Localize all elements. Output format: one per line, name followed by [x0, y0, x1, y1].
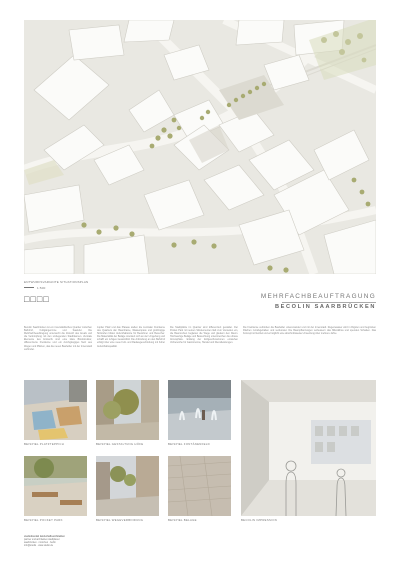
page-title: MEHRFACHBEAUFTRAGUNG [260, 293, 376, 300]
caption-impression: BECOLIN IMPRESSION [241, 518, 278, 522]
image-impression [241, 380, 376, 516]
office-logo: □□□□ [24, 294, 50, 304]
text-column-4: Die Freiräume verbinden die Baufelder untereinander und mit der Innenstadt. Regenwasser wird in Rigolen und begrünten Flächen zurückgehalten und verdunstet. Die Baumpflanzungen verbessern das Mikroklima und spenden Schatten. Das Konzept ist flexibel und ermöglicht eine abschnittsweise Umsetzung über mehrere Jahre. [243, 326, 376, 336]
text-column-3: Die Stadtplätze im Quartier sind differenziert gestaltet. Der Pocket Park mit seinen Sitzelementen lädt zum Verweilen ein, die Baumreihen begleiten die Wege und gliedern den Raum. Hochwertige Beläge und Beleuchtung unterstreichen die urbane Atmosphäre. Entlang der Erdgeschosszonen entstehen Vorbereiche für Gastronomie, Handel und Dienstleistungen. [170, 326, 238, 345]
caption-platzteppich: BEISPIEL PLATZTEPPICH [24, 442, 65, 446]
scale-label: 1:500 [37, 286, 46, 290]
caption-pocket-park: BEISPIEL POCKET PARK [24, 518, 63, 522]
image-belage [168, 456, 231, 516]
image-pocket-park [24, 456, 87, 516]
caption-wegeverbindung: BEISPIEL WEGEVERBINDUNG [96, 518, 144, 522]
image-platzteppich [24, 380, 87, 440]
site-plan-drawing [24, 20, 376, 274]
credit-line-2: partner und architekten stadtplaner [24, 539, 60, 541]
title-divider [282, 302, 376, 303]
image-hoefe [96, 380, 159, 440]
text-column-1: Becolin Saarbrücken ist ein innerstädtisches Quartier zwischen Bahnhof, Fußgängerzone und Saarufer. Die Mehrfachbeauftragung untersucht die Zukunft des Areals und die Verknüpfung mit den umliegenden Stadträumen. Zentrale Elemente des Entwurfs sind eine klare Blockstruktur, differenzierte Freiräume und ein durchgängiges Netz aus Wegen und Plätzen, das die neuen Baufelder mit der Innenstadt verbindet. [24, 326, 92, 351]
credit-line-4: info@studio · www.studio.de [24, 545, 54, 547]
caption-hoefe: BEISPIEL GESTALTUNG HÖFE [96, 442, 144, 446]
text-column-2: Jupiter Platz und das Plateau stellen die zentralen Freiräume des Quartiers dar. Baumhaine, Wasserspiele und großzügige Sitzstufen bilden Aufenthaltsorte für Bewohner und Besucher. Die Materialität der Beläge orientiert sich an der Umgebung und schafft ein ruhiges Gesamtbild. Die Anbindung an den Bahnhof erfolgt über eine neue Fuß- und Radwegeverbindung mit hoher Aufenthaltsqualität. [97, 326, 165, 348]
plan-caption: ENTWURFSVARIANTE SITUATIONSPLAN [24, 280, 89, 284]
site-plan [24, 20, 376, 274]
scale-bar [24, 287, 34, 288]
credit-line-3: saarbrücken · münchen · berlin [24, 542, 56, 544]
image-fontaenenfeld [168, 380, 231, 440]
caption-fontaenenfeld: BEISPIEL FONTÄNENFELD [168, 442, 210, 446]
caption-belage: BEISPIEL BELAGE [168, 518, 197, 522]
credits [24, 536, 114, 548]
page-subtitle: BECOLIN SAARBRÜCKEN [275, 304, 376, 310]
image-wegeverbindung [96, 456, 159, 516]
credit-line-1: studiobrendel landschaftsarchitekten [24, 536, 65, 538]
